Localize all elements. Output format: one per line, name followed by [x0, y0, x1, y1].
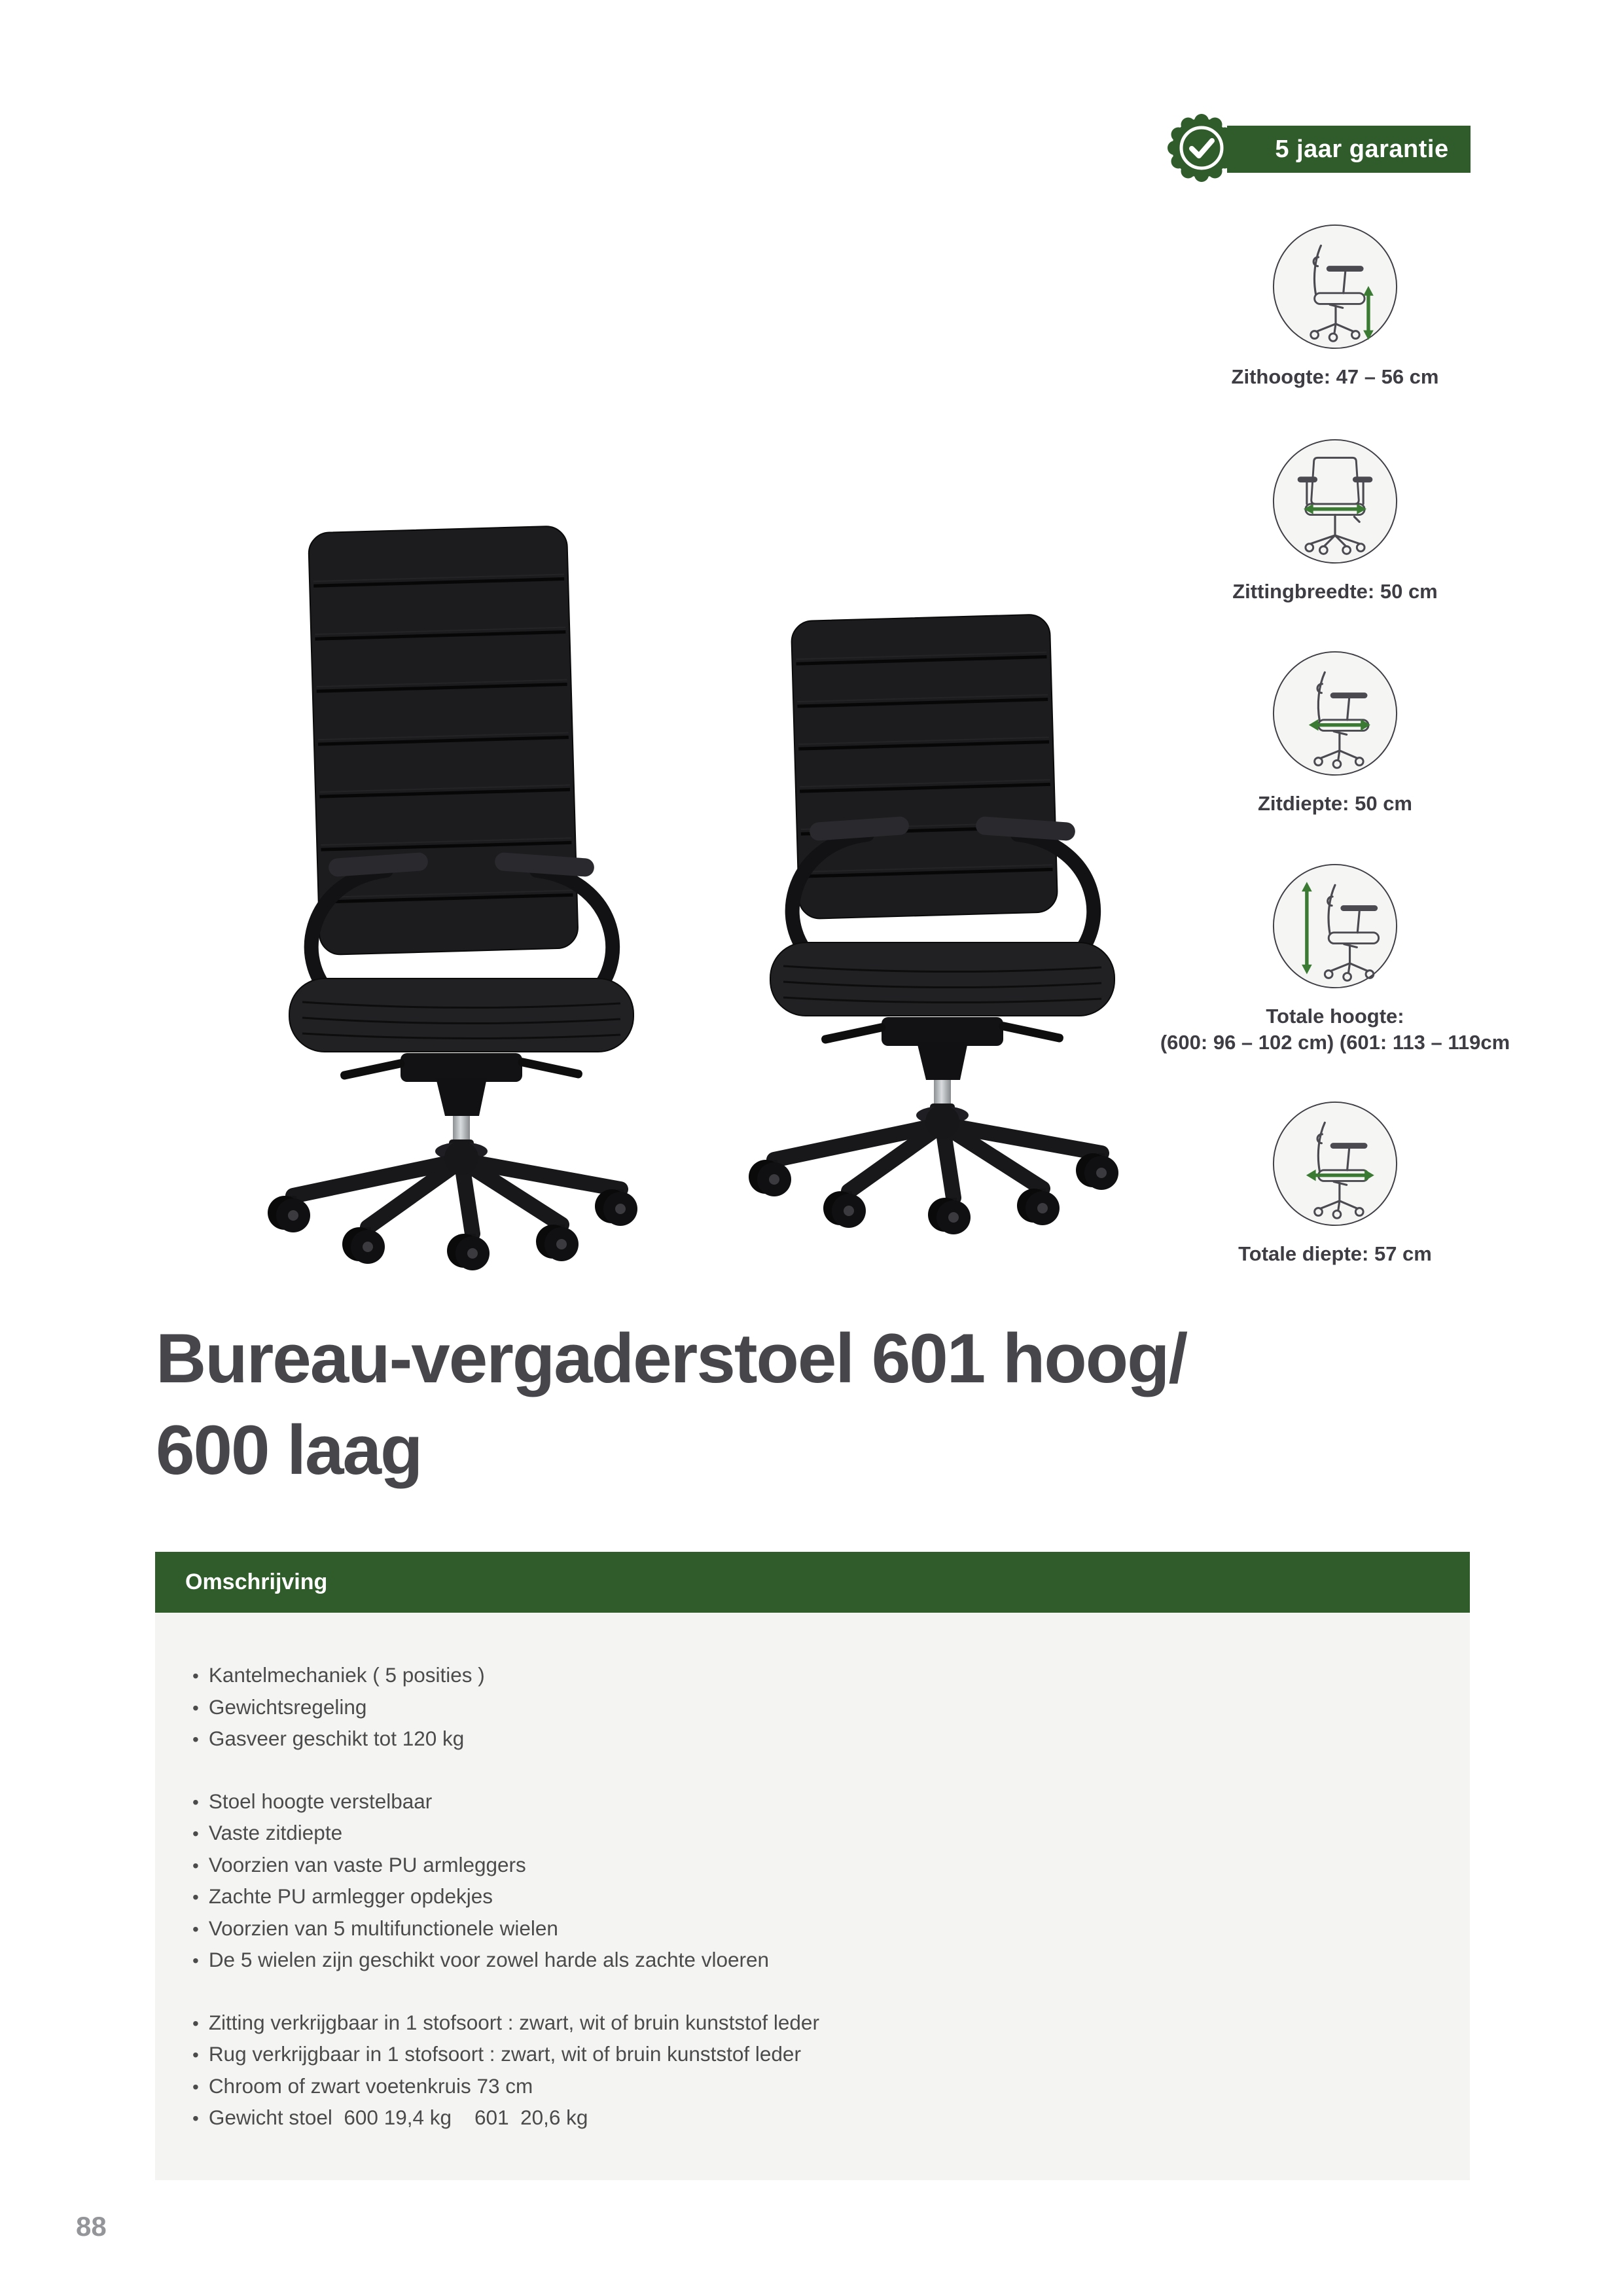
page-number: 88	[76, 2211, 107, 2242]
list-item	[192, 1660, 1431, 1692]
spec-label: Zittingbreedte: 50 cm	[1232, 580, 1438, 603]
description-box	[155, 1613, 1470, 2180]
bullet-group-1	[192, 1660, 1431, 1755]
list-item-text: Chroom of zwart voetenkruis 73 cm	[208, 2073, 533, 2098]
total-height-icon	[1271, 862, 1399, 990]
bullet-icon: •	[192, 2045, 199, 2065]
warranty-label: 5 jaar garantie	[1275, 135, 1449, 163]
bullet-group-3	[192, 2007, 1431, 2134]
seat-height-icon	[1271, 223, 1399, 351]
bullet-icon: •	[192, 1791, 199, 1812]
list-item-text: De 5 wielen zijn geschikt voor zowel harde als zachte vloeren	[208, 1948, 770, 1971]
list-item-text: Rug verkrijgbaar in 1 stofsoort : zwart, wit of bruin kunststof leder	[208, 2042, 801, 2066]
list-item-text: Stoel hoogte verstelbaar	[208, 1789, 433, 1813]
spec-item-totale-hoogte	[1113, 862, 1558, 1056]
list-item	[192, 2007, 1431, 2039]
spec-label: Zithoogte: 47 – 56 cm	[1231, 365, 1439, 388]
list-item	[192, 2039, 1431, 2071]
list-item	[192, 1945, 1431, 1977]
spec-label: Zitdiepte: 50 cm	[1258, 792, 1412, 815]
list-item-text: Voorzien van vaste PU armleggers	[208, 1852, 526, 1876]
list-item	[192, 1913, 1431, 1945]
spec-label: Totale hoogte:	[1266, 1005, 1404, 1028]
check-seal-icon	[1165, 113, 1238, 186]
warranty-bar	[1227, 126, 1471, 173]
high-back-chair-photo	[229, 520, 638, 1273]
list-item	[192, 1850, 1431, 1882]
list-item	[192, 2102, 1431, 2134]
description-header-label: Omschrijving	[185, 1570, 328, 1594]
list-item	[192, 1692, 1431, 1724]
bullet-icon: •	[192, 1823, 199, 1844]
spec-item-zithoogte	[1113, 223, 1558, 390]
spec-item-totale-diepte	[1113, 1100, 1558, 1267]
list-item	[192, 2071, 1431, 2103]
list-item	[192, 1786, 1431, 1818]
low-back-chair-photo	[710, 609, 1119, 1270]
bullet-icon: •	[192, 1918, 199, 1939]
list-item-text: Zitting verkrijgbaar in 1 stofsoort : zwart, wit of bruin kunststof leder	[208, 2010, 819, 2034]
bullet-icon: •	[192, 1950, 199, 1971]
description-header	[155, 1552, 1470, 1613]
bullet-icon: •	[192, 1697, 199, 1718]
warranty-badge	[1165, 113, 1472, 187]
list-item-text: Gasveer geschikt tot 120 kg	[208, 1727, 465, 1750]
list-item-text: Kantelmechaniek ( 5 posities )	[208, 1663, 485, 1687]
bullet-icon: •	[192, 2013, 199, 2034]
list-item-text: Voorzien van 5 multifunctionele wielen	[208, 1916, 558, 1940]
bullet-group-2	[192, 1786, 1431, 1977]
list-item	[192, 1881, 1431, 1913]
page-title-line1: Bureau-vergaderstoel 601 hoog/	[156, 1319, 1187, 1397]
seat-depth-icon	[1271, 649, 1399, 778]
bullet-icon: •	[192, 1729, 199, 1749]
page-title-line2: 600 laag	[156, 1410, 422, 1489]
page-title	[156, 1312, 1186, 1496]
list-item-text: Vaste zitdiepte	[208, 1821, 343, 1844]
list-item-text: Gewicht stoel 600 19,4 kg 601 20,6 kg	[208, 2106, 588, 2129]
list-item	[192, 1723, 1431, 1755]
spec-label-line2: (600: 96 – 102 cm) (601: 113 – 119cm	[1160, 1031, 1510, 1054]
bullet-icon: •	[192, 1887, 199, 1907]
list-item	[192, 1818, 1431, 1850]
bullet-icon: •	[192, 1855, 199, 1876]
spec-item-zitdiepte	[1113, 649, 1558, 817]
spec-item-zittingbreedte	[1113, 437, 1558, 605]
bullet-icon: •	[192, 2108, 199, 2128]
seat-width-icon	[1271, 437, 1399, 565]
list-item-text: Zachte PU armlegger opdekjes	[208, 1884, 493, 1908]
bullet-icon: •	[192, 1666, 199, 1686]
bullet-icon: •	[192, 2076, 199, 2097]
list-item-text: Gewichtsregeling	[208, 1695, 367, 1719]
total-depth-icon	[1271, 1100, 1399, 1228]
spec-label: Totale diepte: 57 cm	[1238, 1242, 1432, 1265]
